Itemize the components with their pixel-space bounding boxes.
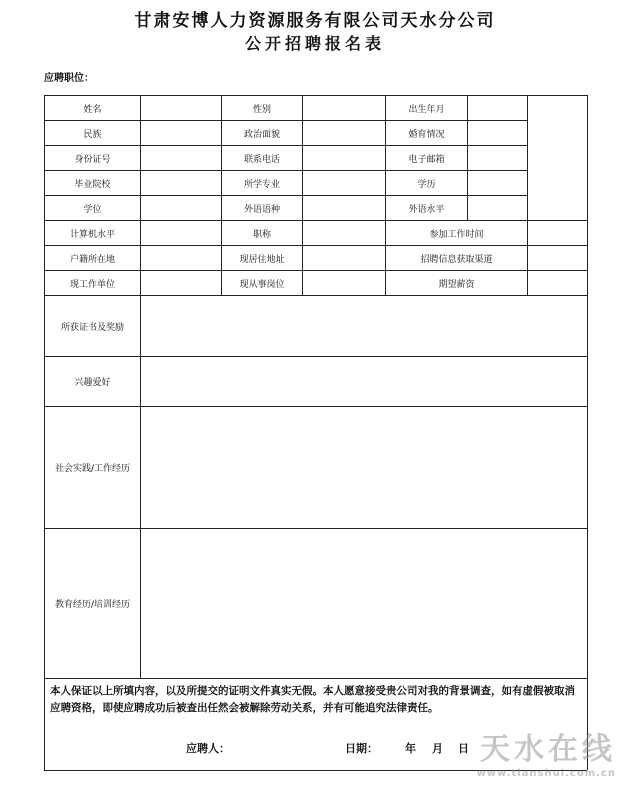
watermark-url: www.tianshui.com.cn: [476, 768, 616, 779]
marital-label: 婚育情况: [386, 121, 468, 146]
hobbies-label: 兴趣爱好: [45, 357, 141, 407]
school-label: 毕业院校: [45, 171, 141, 196]
politics-label: 政治面貌: [222, 121, 303, 146]
school-field[interactable]: [141, 171, 222, 196]
address-field[interactable]: [303, 246, 386, 271]
politics-field[interactable]: [303, 121, 386, 146]
applied-position-label: 应聘职位：: [44, 73, 94, 84]
declaration-frame-left: [44, 678, 45, 770]
table-row: [45, 96, 588, 121]
employer-label: 现工作单位: [45, 271, 141, 296]
info-source-field[interactable]: [528, 246, 588, 271]
training-field[interactable]: [141, 529, 588, 679]
phone-label: 联系电话: [222, 146, 303, 171]
marital-field[interactable]: [468, 121, 528, 146]
hukou-label: 户籍所在地: [45, 246, 141, 271]
form-title: 甘肃安博人力资源服务有限公司天水分公司: [134, 11, 496, 31]
employer-field[interactable]: [141, 271, 222, 296]
table-row: [45, 196, 588, 221]
title-label: 职称: [222, 221, 303, 246]
experience-label: 社会实践/工作经历: [45, 407, 141, 529]
id-number-label: 身份证号: [45, 146, 141, 171]
table-row: [45, 146, 588, 171]
photo-box[interactable]: [528, 96, 588, 221]
certificates-field[interactable]: [141, 296, 588, 357]
major-field[interactable]: [303, 171, 386, 196]
language-label: 外语语种: [222, 196, 303, 221]
form-subtitle: 公开招聘报名表: [244, 34, 385, 53]
current-job-label: 现从事岗位: [222, 271, 303, 296]
salary-field[interactable]: [528, 271, 588, 296]
email-label: 电子邮箱: [386, 146, 468, 171]
degree-field[interactable]: [141, 196, 222, 221]
birth-field[interactable]: [468, 96, 528, 121]
work-start-field[interactable]: [528, 221, 588, 246]
watermark-text: 天水在线: [480, 732, 616, 767]
certificates-label: 所获证书及奖励: [45, 296, 141, 357]
application-form-table: [44, 95, 588, 679]
declaration-text: 本人保证以上所填内容，以及所提交的证明文件真实无假。本人愿意接受贵公司对我的背景调查，如有虚假被取消应聘资格，即使应聘成功后被查出任然会被解除劳动关系，并有可能追究法律责任。: [50, 685, 575, 714]
name-field[interactable]: [141, 96, 222, 121]
table-row: [45, 357, 588, 407]
phone-field[interactable]: [303, 146, 386, 171]
hobbies-field[interactable]: [141, 357, 588, 407]
name-label: 姓名: [45, 96, 141, 121]
degree-label: 学位: [45, 196, 141, 221]
computer-label: 计算机水平: [45, 221, 141, 246]
gender-label: 性别: [222, 96, 303, 121]
applicant-signature-label: 应聘人：: [186, 742, 230, 755]
table-row: [45, 296, 588, 357]
language-level-field[interactable]: [468, 196, 528, 221]
table-row: [45, 407, 588, 529]
language-level-label: 外语水平: [386, 196, 468, 221]
ethnicity-label: 民族: [45, 121, 141, 146]
hukou-field[interactable]: [141, 246, 222, 271]
site-watermark: [477, 724, 616, 779]
info-source-label: 招聘信息获取渠道: [386, 246, 528, 271]
current-job-field[interactable]: [303, 271, 386, 296]
address-label: 现居住地址: [222, 246, 303, 271]
table-row: [45, 246, 588, 271]
date-year: 年: [405, 742, 416, 755]
id-number-field[interactable]: [141, 146, 222, 171]
date-label: 日期：: [345, 742, 378, 755]
major-label: 所学专业: [222, 171, 303, 196]
computer-field[interactable]: [141, 221, 222, 246]
table-row: [45, 529, 588, 679]
ethnicity-field[interactable]: [141, 121, 222, 146]
email-field[interactable]: [468, 146, 528, 171]
date-day: 日: [458, 742, 469, 755]
work-start-label: 参加工作时间: [386, 221, 528, 246]
birth-label: 出生年月: [386, 96, 468, 121]
education-field[interactable]: [468, 171, 528, 196]
title-field[interactable]: [303, 221, 386, 246]
training-label: 教育经历/培训经历: [45, 529, 141, 679]
table-row: [45, 121, 588, 146]
table-row: [45, 171, 588, 196]
language-field[interactable]: [303, 196, 386, 221]
experience-field[interactable]: [141, 407, 588, 529]
salary-label: 期望薪资: [386, 271, 528, 296]
table-row: [45, 221, 588, 246]
table-row: [45, 271, 588, 296]
education-label: 学历: [386, 171, 468, 196]
date-month: 月: [432, 742, 443, 755]
gender-field[interactable]: [303, 96, 386, 121]
